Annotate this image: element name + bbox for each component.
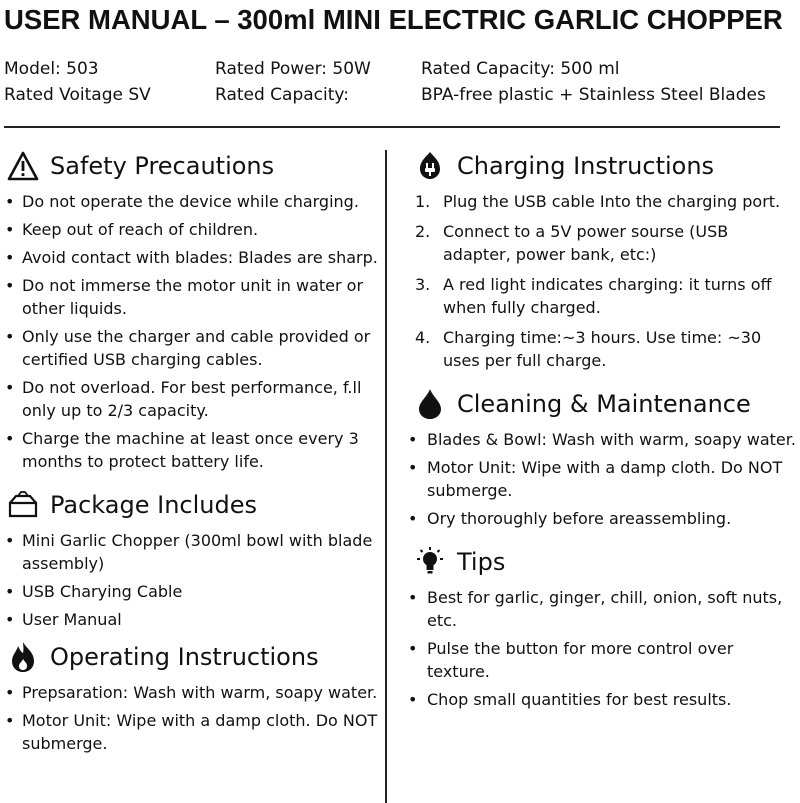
operating-heading-text: Operating Instructions [50,643,319,671]
cleaning-heading [405,386,800,422]
list-item: • Avoid contact with blades: Blades are sharp. [0,246,380,269]
box-icon [6,489,40,521]
package-heading [0,487,380,523]
spec-material: BPA-free plastic + Stainless Steel Blades [421,85,766,105]
list-item: • Ory thoroughly before areassembling. [405,507,800,530]
spec-model: Model: 503 [4,59,99,79]
lightbulb-icon [413,546,447,578]
tips-list [405,586,800,711]
specs-block [4,56,796,108]
list-item: • Pulse the button for more control over texture. [405,637,800,683]
warning-triangle-icon [6,150,40,182]
operating-list [0,681,380,755]
list-item: • Do not operate the device while charging. [0,190,380,213]
safety-section [0,148,380,473]
list-item: • Motor Unit: Wipe with a damp cloth. Do NOT submerge. [0,709,380,755]
operating-heading [0,639,380,675]
operating-section [0,639,380,755]
spec-rated-power: Rated Power: 50W [215,59,371,79]
spec-rated-capacity: Rated Capacity: 500 ml [421,59,620,79]
water-drop-icon [413,388,447,420]
tips-heading-text: Tips [457,548,506,576]
cleaning-list [405,428,800,530]
cleaning-heading-text: Cleaning & Maintenance [457,390,751,418]
list-item: 2. Connect to a 5V power sourse (USB adapter, power bank, etc:) [415,222,729,264]
charging-heading [405,148,800,184]
list-item: • USB Charying Cable [0,580,380,603]
manual-title: USER MANUAL – 300ml MINI ELECTRIC GARLIC CHOPPER [4,4,783,35]
list-item: • Prepsaration: Wash with warm, soapy water. [0,681,380,704]
left-column [0,148,380,760]
list-item: • Only use the charger and cable provided or certified USB charging cables. [0,325,380,371]
package-heading-text: Package Includes [50,491,257,519]
list-item: • User Manual [0,608,380,631]
column-divider [385,150,387,803]
right-column [405,148,800,716]
tips-heading [405,544,800,580]
list-item: • Keep out of reach of children. [0,218,380,241]
list-item: • Best for garlic, ginger, chill, onion, soft nuts, etc. [405,586,800,632]
specs-row-2 [4,82,796,108]
header-divider [4,126,780,128]
safety-list [0,190,380,473]
list-item: • Mini Garlic Chopper (300ml bowl with blade assembly) [0,529,380,575]
list-item: • Charge the machine at least once every 3 months to protect battery life. [0,427,380,473]
tips-section [405,544,800,711]
spec-rated-capacity-label: Rated Capacity: [215,85,349,105]
plug-icon [413,150,447,182]
safety-heading-text: Safety Precautions [50,152,275,180]
list-item: • Blades & Bowl: Wash with warm, soapy water. [405,428,800,451]
list-item: 4. Charging time:~3 hours. Use time: ~30 uses per full charge. [415,328,762,370]
safety-heading [0,148,380,184]
spec-rated-voltage: Rated Voitage SV [4,85,151,105]
package-list [0,529,380,631]
list-item: • Chop small quantities for best results. [405,688,800,711]
charging-section [405,148,800,372]
cleaning-section [405,386,800,530]
list-item: 1. Plug the USB cable Into the charging port. [415,192,781,211]
list-item: • Do not overload. For best performance, f.ll only up to 2/3 capacity. [0,376,380,422]
specs-row-1 [4,56,796,82]
charging-list [405,190,800,372]
list-item: 3. A red light indicates charging: it turns off when fully charged. [415,275,772,317]
charging-heading-text: Charging Instructions [457,152,715,180]
list-item: • Do not immerse the motor unit in water or other liquids. [0,274,380,320]
flame-icon [6,641,40,673]
package-section [0,487,380,631]
list-item: • Motor Unit: Wipe with a damp cloth. Do NOT submerge. [405,456,800,502]
